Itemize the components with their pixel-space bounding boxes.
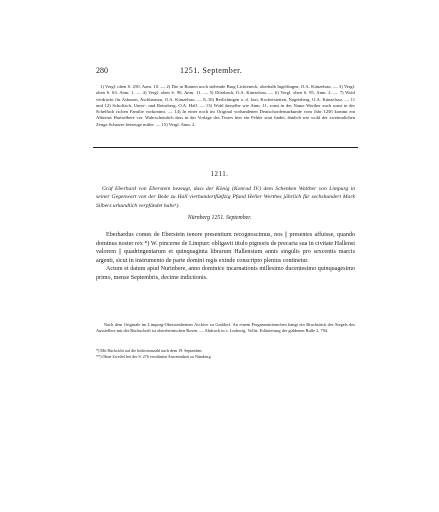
source-note-text: Nach dem Originale im Limpurg-Obersontheimer Archive zu Gaildorf. An einem Pergamentriemchen hängt ein Bruchstück des Siegels des Ausstellers mit der Rückschrift ist oberrheinischen Rosen. — Abdruck in v. Ludewig, Vollst. Erläuterung der güldenen Bulle 2, 794. bbox=[96, 322, 355, 334]
section-divider bbox=[93, 147, 358, 148]
source-note bbox=[96, 322, 355, 335]
regest-text: Graf Eberhard von Eberstein bezeugt, dass der König (Konrad IV.) dem Schenken Walther von Limpurg in seiner Gegenwart von der Bede zu Hall vierhundertfünfzig Pfund Heller Werthes jährlich für sechshundert Mark Silbers urkundlich verpfändet habe¹). bbox=[96, 186, 355, 209]
document-text bbox=[96, 231, 355, 283]
footnote: *) Mit Rücksicht auf die Indictionszahl nach dem 19. September. bbox=[96, 348, 203, 353]
document-date-place: Nürnberg 1251. September. bbox=[187, 215, 252, 221]
running-title: 1251. September. bbox=[180, 66, 243, 75]
footnotes-previous-document bbox=[96, 84, 355, 128]
text-paragraph: Eberhardus comes de Eberstein tenore presentium recognoscimus, nos || presentes affuisse, quando dominus noster rex *) W. pincerne de Limpurc obligavit titulo pignoris de precaria sua in civitate Hallensi valorem || quadringentarum et quinquaginta librarum Hallensium annis singulis pro sexcentis marcis argenti, sicut in instrumento de parte domini regis exinde conscripto plenius continetur. bbox=[96, 232, 355, 264]
footnote-block: 1) Vergl. oben S. 250, Anm. 10. — 2) Die in Ruinen noch stehende Burg Lichteneck, oberhalb Ingelfingen, O.A. Künzelsau. — 3) Vergl. oben S. 63, Anm. 1. — 4) Vergl. oben S. 90, Anm. 11. — 5) Dörzbach, O.A. Künzelsau. — 6) Vergl. oben S. 95, Anm. 2. — 7) Wohl verdruckt für Asbusen, Aschhausen, O.A. Künzelsau. — 8–10) Berlichingen a. d. Jaxt, Kocherstetten, Nagelsberg, O.A. Künzelsau. — 11 und 12) Schoffach, Unter-, und Reinsberg, O.A. Hall. — 13) Wohl dasselbe wie Anm. 11, sonst in der Name Werther auch sonst in der Scheffach ischen Familie vorkommt. — 14) In einer noch im Original vorhandenen Deutschordensurkunde vom Jahr 1256 kommt ein Albertus Hartselbere vor. Wahrscheinlich dass in der Vorlage des Textes hier ein Fehler statt findet, ähnlich wie wohl der zweimalichen Zeuge Schatzer beizeuge mithe. — 15) Vergl. Anm. 2. bbox=[96, 84, 355, 127]
page-number: 280 bbox=[96, 66, 108, 75]
document-number: 1211. bbox=[210, 170, 229, 178]
text-paragraph: Actum et datum apud Nurinbere, anno dominice incarnationis millesimo ducentesimo quinquagesimo primo, mense Septembris, decime indictionis. bbox=[96, 266, 355, 281]
document-summary bbox=[96, 185, 355, 210]
document-footnotes bbox=[96, 348, 355, 359]
page-header bbox=[96, 66, 355, 78]
footnote: **) Ohne Zweifel bei der S. 276 erwähnten Anwesenheit zu Nürnberg. bbox=[96, 353, 212, 359]
